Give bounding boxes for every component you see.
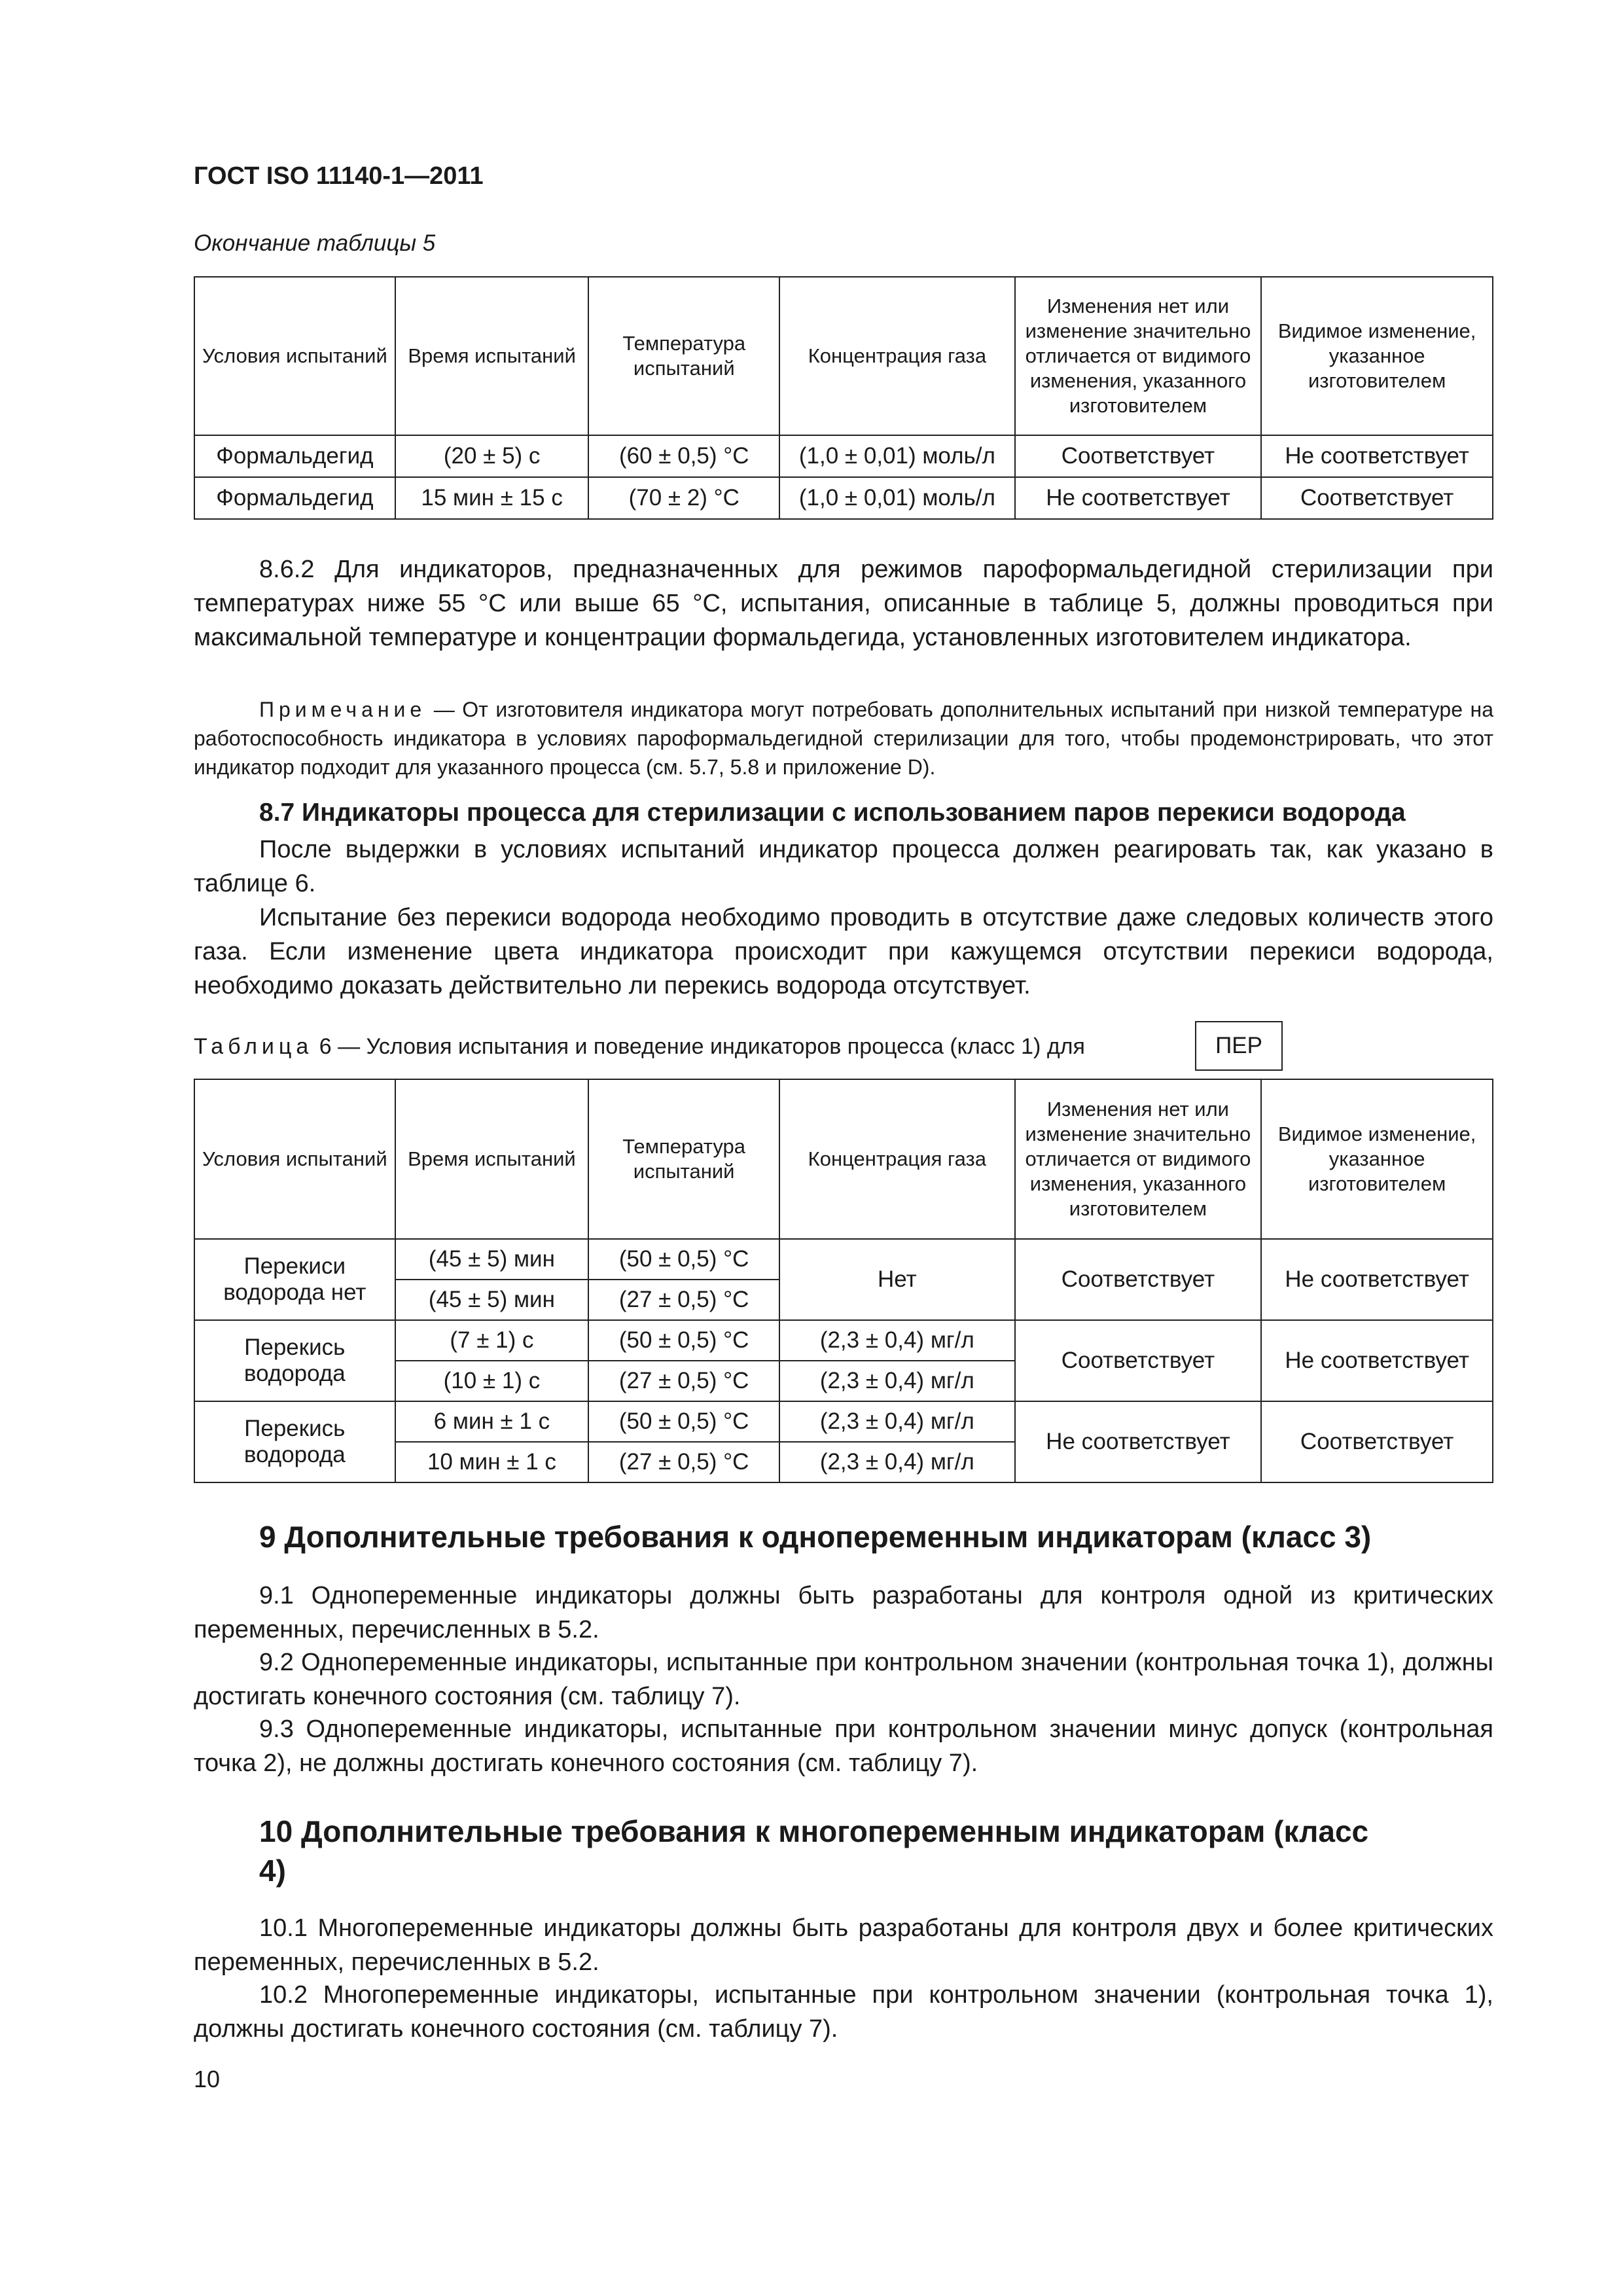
note-text: — От изготовителя индикатора могут потребовать дополнительных испытаний при низкой температуре на работоспособность индикатора в условиях пароформальдегидной стерилизации для того, чтобы продемонстрировать, что этот индикатор подходит для указанного процесса (см. 5.7, 5.8 и приложение D). — [194, 698, 1493, 779]
table-cell: (2,3 ± 0,4) мг/л — [779, 1442, 1015, 1482]
table-cell: (2,3 ± 0,4) мг/л — [779, 1361, 1015, 1401]
table-cell: (27 ± 0,5) °С — [588, 1442, 779, 1482]
table-row — [194, 1401, 1493, 1442]
table-cell: (2,3 ± 0,4) мг/л — [779, 1401, 1015, 1442]
table-cell: (50 ± 0,5) °С — [588, 1401, 779, 1442]
table-cell: (50 ± 0,5) °С — [588, 1320, 779, 1361]
table-cell: (1,0 ± 0,01) моль/л — [779, 477, 1015, 519]
table-cell: (70 ± 2) °С — [588, 477, 779, 519]
table-6 — [194, 1079, 1493, 1483]
column-header: Концентрация газа — [779, 277, 1015, 435]
table-header-row — [194, 277, 1493, 435]
table5-caption: Окончание таблицы 5 — [194, 230, 436, 256]
column-header: Видимое изменение, указанное изготовителем — [1261, 1079, 1493, 1239]
table-cell: (10 ± 1) с — [395, 1361, 589, 1401]
column-header: Температура испытаний — [588, 277, 779, 435]
section-8-7-heading: 8.7 Индикаторы процесса для стерилизации с использованием паров перекиси водорода — [259, 798, 1406, 827]
section-9-heading: 9 Дополнительные требования к однопеременным индикаторам (класс 3) — [259, 1520, 1372, 1554]
table-cell: (2,3 ± 0,4) мг/л — [779, 1320, 1015, 1361]
paragraph-8-7-1: После выдержки в условиях испытаний индикатор процесса должен реагировать так, как указано в таблице 6. — [194, 836, 1493, 897]
paragraph-8-7-2: Испытание без перекиси водорода необходимо проводить в отсутствие даже следовых количеств этого газа. Если изменение цвета индикатора происходит при кажущемся отсутствии перекиси водорода, необходимо доказать действительно ли перекись водорода отсутствует. — [194, 904, 1493, 999]
column-header: Видимое изменение, указанное изготовителем — [1261, 277, 1493, 435]
table-cell: (27 ± 0,5) °С — [588, 1361, 779, 1401]
table-cell: Формальдегид — [194, 477, 395, 519]
table-cell: 6 мин ± 1 с — [395, 1401, 589, 1442]
table-row — [194, 1320, 1493, 1361]
table-cell: Соответствует — [1015, 1239, 1262, 1320]
table-header-row — [194, 1079, 1493, 1239]
paragraph-9-2: 9.2 Однопеременные индикаторы, испытанные при контрольном значении (контрольная точка 1), должны достигать конечного состояния (см. таблицу 7). — [194, 1649, 1493, 1710]
column-header: Температура испытаний — [588, 1079, 779, 1239]
table-cell: Не соответствует — [1261, 1320, 1493, 1401]
paragraph-9-1: 9.1 Однопеременные индикаторы должны быть разработаны для контроля одной из критических переменных, перечисленных в 5.2. — [194, 1582, 1493, 1643]
table6-caption: Таблица 6 — Условия испытания и поведение индикаторов процесса (класс 1) для — [194, 1034, 1085, 1059]
page-number: 10 — [194, 2066, 221, 2092]
table-row — [194, 1239, 1493, 1280]
column-header: Изменения нет или изменение значительно отличается от видимого изменения, указанного изготовителем — [1015, 277, 1262, 435]
table-cell: Соответствует — [1015, 435, 1262, 477]
paragraph-10-2: 10.2 Многопеременные индикаторы, испытанные при контрольном значении (контрольная точка 1), должны достигать конечного состояния (см. таблицу 7). — [194, 1981, 1493, 2043]
process-type-box: ПЕР — [1195, 1021, 1283, 1071]
section-10-heading: 10 Дополнительные требования к многопеременным индикаторам (класс 4) — [259, 1814, 1369, 1888]
table-cell: Не соответствует — [1015, 477, 1262, 519]
table-cell: Не соответствует — [1015, 1401, 1262, 1482]
paragraph-8-6-2: 8.6.2 Для индикаторов, предназначенных для режимов пароформальдегидной стерилизации при температурах ниже 55 °С или выше 65 °С, испытания, описанные в таблице 5, должны проводиться при максимальной температуре и концентрации формальдегида, установленных изготовителем индикатора. — [194, 556, 1493, 651]
table-cell: (1,0 ± 0,01) моль/л — [779, 435, 1015, 477]
table-row — [194, 435, 1493, 477]
table-cell: 15 мин ± 15 с — [395, 477, 589, 519]
table-cell: (60 ± 0,5) °С — [588, 435, 779, 477]
column-header: Условия испытаний — [194, 1079, 395, 1239]
table-cell: Нет — [779, 1239, 1015, 1320]
table-cell: (20 ± 5) с — [395, 435, 589, 477]
table-cell: (27 ± 0,5) °С — [588, 1280, 779, 1320]
table-cell: (45 ± 5) мин — [395, 1280, 589, 1320]
column-header: Изменения нет или изменение значительно отличается от видимого изменения, указанного изготовителем — [1015, 1079, 1262, 1239]
column-header: Условия испытаний — [194, 277, 395, 435]
table-cell: 10 мин ± 1 с — [395, 1442, 589, 1482]
table-cell: Соответствует — [1261, 1401, 1493, 1482]
paragraph-9-3: 9.3 Однопеременные индикаторы, испытанные при контрольном значении минус допуск (контрольная точка 2), не должны достигать конечного состояния (см. таблицу 7). — [194, 1715, 1493, 1777]
table-cell: Перекиси водорода нет — [194, 1239, 395, 1320]
table-cell: (7 ± 1) с — [395, 1320, 589, 1361]
table-5 — [194, 276, 1493, 520]
note-label: Примечание — [259, 698, 427, 721]
column-header: Время испытаний — [395, 1079, 589, 1239]
table-cell: Перекись водорода — [194, 1401, 395, 1482]
table-cell: Перекись водорода — [194, 1320, 395, 1401]
table-cell: (50 ± 0,5) °С — [588, 1239, 779, 1280]
table-cell: (45 ± 5) мин — [395, 1239, 589, 1280]
document-header: ГОСТ ISO 11140-1—2011 — [194, 162, 484, 190]
column-header: Концентрация газа — [779, 1079, 1015, 1239]
table-cell: Не соответствует — [1261, 435, 1493, 477]
table-cell: Формальдегид — [194, 435, 395, 477]
table-cell: Не соответствует — [1261, 1239, 1493, 1320]
note — [194, 695, 1493, 781]
column-header: Время испытаний — [395, 277, 589, 435]
table-row — [194, 477, 1493, 519]
table-cell: Соответствует — [1015, 1320, 1262, 1401]
table-cell: Соответствует — [1261, 477, 1493, 519]
paragraph-10-1: 10.1 Многопеременные индикаторы должны быть разработаны для контроля двух и более критических переменных, перечисленных в 5.2. — [194, 1914, 1493, 1976]
